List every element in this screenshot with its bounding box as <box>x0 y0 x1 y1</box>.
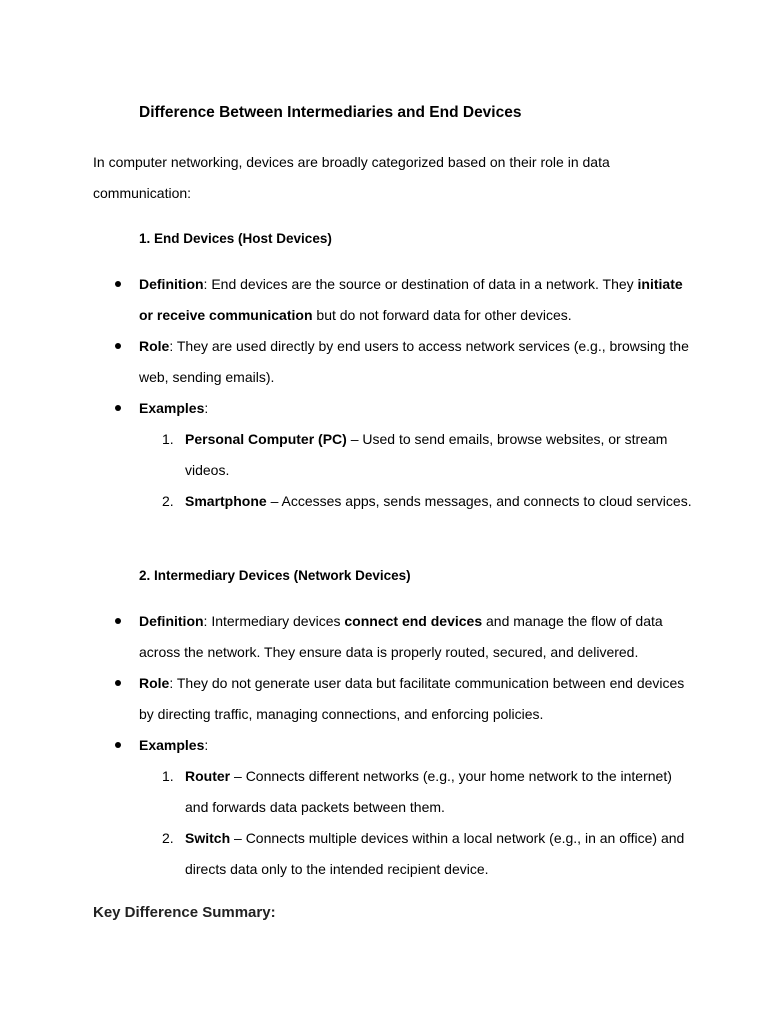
section-heading-end-devices: 1. End Devices (Host Devices) <box>139 231 332 246</box>
example-name: Smartphone <box>185 493 267 509</box>
example-number: 2. <box>162 493 174 509</box>
document-title: Difference Between Intermediaries and End Devices <box>139 104 522 121</box>
definition-label: Definition <box>139 613 204 629</box>
definition-text-end: but do not forward data for other devices. <box>312 307 572 323</box>
intro-paragraph: In computer networking, devices are broadly categorized based on their role in data communication: <box>93 154 610 201</box>
example-item <box>162 424 699 486</box>
examples-label: Examples <box>139 737 205 753</box>
summary-heading: Key Difference Summary: <box>93 904 276 921</box>
definition-text: : End devices are the source or destination of data in a network. They <box>203 276 638 292</box>
bullet-icon <box>115 742 121 748</box>
example-item <box>162 486 699 517</box>
bullet-definition <box>139 269 699 331</box>
role-label: Role <box>139 338 170 354</box>
example-name: Router <box>185 768 231 784</box>
example-number: 1. <box>162 768 174 784</box>
bullet-icon <box>115 680 121 686</box>
definition-label: Definition <box>139 276 204 292</box>
role-label: Role <box>139 675 170 691</box>
role-text: : They do not generate user data but facilitate communication between end devices by directing traffic, managing connections, and enforcing policies. <box>139 675 685 722</box>
example-item <box>162 823 699 885</box>
intermediary-devices-bullet-list <box>139 606 699 885</box>
role-text: : They are used directly by end users to access network services (e.g., browsing the web, sending emails). <box>139 338 689 385</box>
examples-list <box>139 761 699 885</box>
example-desc: – Connects different networks (e.g., your home network to the internet) and forwards data packets between them. <box>185 768 672 815</box>
examples-colon: : <box>204 737 209 753</box>
bullet-examples <box>139 393 699 517</box>
examples-list <box>139 424 699 517</box>
example-item <box>162 761 699 823</box>
example-name: Switch <box>185 830 231 846</box>
bullet-icon <box>115 405 121 411</box>
examples-label: Examples <box>139 400 205 416</box>
example-desc: – Accesses apps, sends messages, and connects to cloud services. <box>266 493 692 509</box>
example-number: 1. <box>162 431 174 447</box>
example-name: Personal Computer (PC) <box>185 431 347 447</box>
bullet-icon <box>115 618 121 624</box>
definition-text-end: and manage the flow of data across the network. They ensure data is properly routed, secured, and delivered. <box>139 613 663 660</box>
bullet-role <box>139 668 699 730</box>
example-number: 2. <box>162 830 174 846</box>
bullet-role <box>139 331 699 393</box>
definition-bold-text: initiate or receive communication <box>139 276 683 323</box>
section-heading-intermediary-devices: 2. Intermediary Devices (Network Devices) <box>139 568 411 583</box>
examples-colon: : <box>204 400 209 416</box>
end-devices-bullet-list <box>139 269 699 517</box>
definition-text: : Intermediary devices <box>203 613 345 629</box>
example-desc: – Connects multiple devices within a local network (e.g., in an office) and directs data only to the intended recipient device. <box>185 830 685 877</box>
bullet-icon <box>115 281 121 287</box>
definition-bold-text: connect end devices <box>344 613 483 629</box>
bullet-icon <box>115 343 121 349</box>
bullet-examples <box>139 730 699 885</box>
bullet-definition <box>139 606 699 668</box>
example-desc: – Used to send emails, browse websites, or stream videos. <box>185 431 668 478</box>
